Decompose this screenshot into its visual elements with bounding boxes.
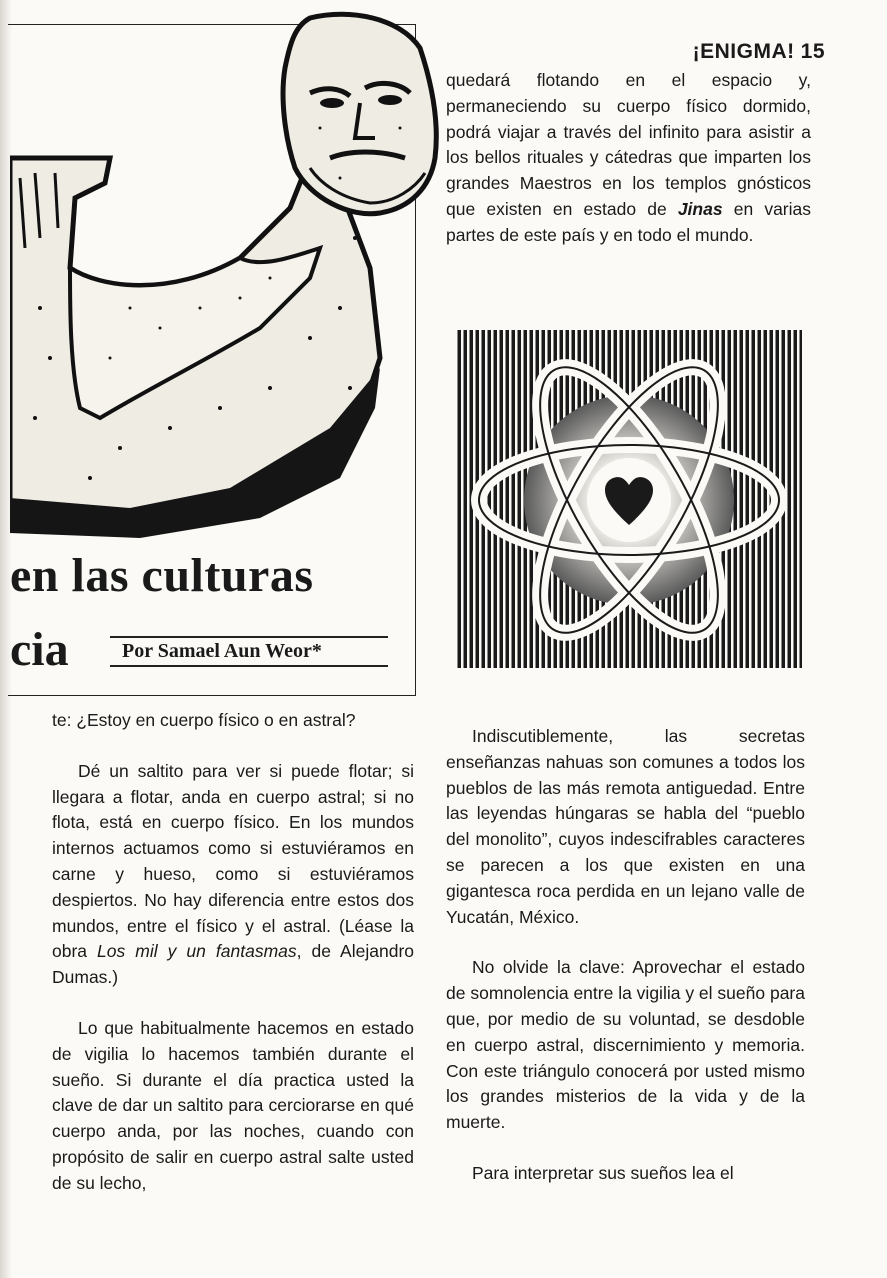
paragraph: Para interpretar sus sueños lea el <box>472 1162 734 1183</box>
article-byline: Por Samael Aun Weor* <box>110 636 388 667</box>
stone-head-sculpture-illustration <box>10 8 440 548</box>
paragraph-text: , de Alejandro Dumas.) <box>52 941 414 988</box>
book-title-text: Los mil y un fantasmas <box>97 941 297 962</box>
right-column-top <box>446 68 811 249</box>
paragraph-text: quedará flotando en el espacio y, permaneciendo su cuerpo físico dormido, podrá viajar a través del infinito para asistir a los bellos rituales y cátedras que imparten los grandes Maestros en los templos gnósticos que existen en estado de <box>446 70 811 219</box>
magazine-name: ¡ENIGMA! <box>692 40 795 63</box>
paragraph: te: ¿Estoy en cuerpo físico o en astral? <box>52 710 356 730</box>
paragraph <box>52 759 414 991</box>
page-header <box>693 40 825 64</box>
page-number: 15 <box>800 40 825 63</box>
right-column-bottom <box>446 724 805 1187</box>
atom-heart-illustration <box>455 330 802 668</box>
paragraph-text: Dé un saltito para ver si puede flotar; si llegara a flotar, anda en cuerpo astral; si no flota, está en cuerpo físico. En los mundos internos actuamos como si estuviéramos en carne y hueso, como si estuviéramos despiertos. No hay diferencia entre estos dos mundos, entre el físico y el astral. (Léase la obra <box>52 760 414 962</box>
article-title-line-2: cia <box>10 623 69 676</box>
paragraph: No olvide la clave: Aprovechar el estado de somnolencia entre la vigilia y el sueño para que, por medio de su voluntad, se desdoble en cuerpo astral, discernimiento y memoria. Con este triángulo conocerá por usted mismo los grandes misterios de la vida y de la muerte. <box>446 957 805 1133</box>
emphasis-text: Jinas <box>677 198 723 219</box>
paragraph: Indiscutiblemente, las secretas enseñanzas nahuas son comunes a todos los pueblos de las más remota antiguedad. Entre las leyendas húngaras se habla del “pueblo del monolito”, cuyos indescifrables caracteres se parecen a los que existen en una gigantesca roca perdida en un lejano valle de Yucatán, México. <box>446 726 805 927</box>
paragraph: Lo que habitualmente hacemos en estado de vigilia lo hacemos también durante el sueño. Si durante el día practica usted la clave de dar un saltito para cerciorarse en qué cuerpo anda, por las noches, cuando con propósito de salir en cuerpo astral salte usted de su lecho, <box>52 1017 414 1193</box>
left-column-bottom <box>52 708 414 1197</box>
paragraph-text: en varias partes de este país y en todo el mundo. <box>446 198 812 245</box>
article-title-line-1: en las culturas <box>10 549 314 602</box>
paragraph <box>446 68 811 249</box>
